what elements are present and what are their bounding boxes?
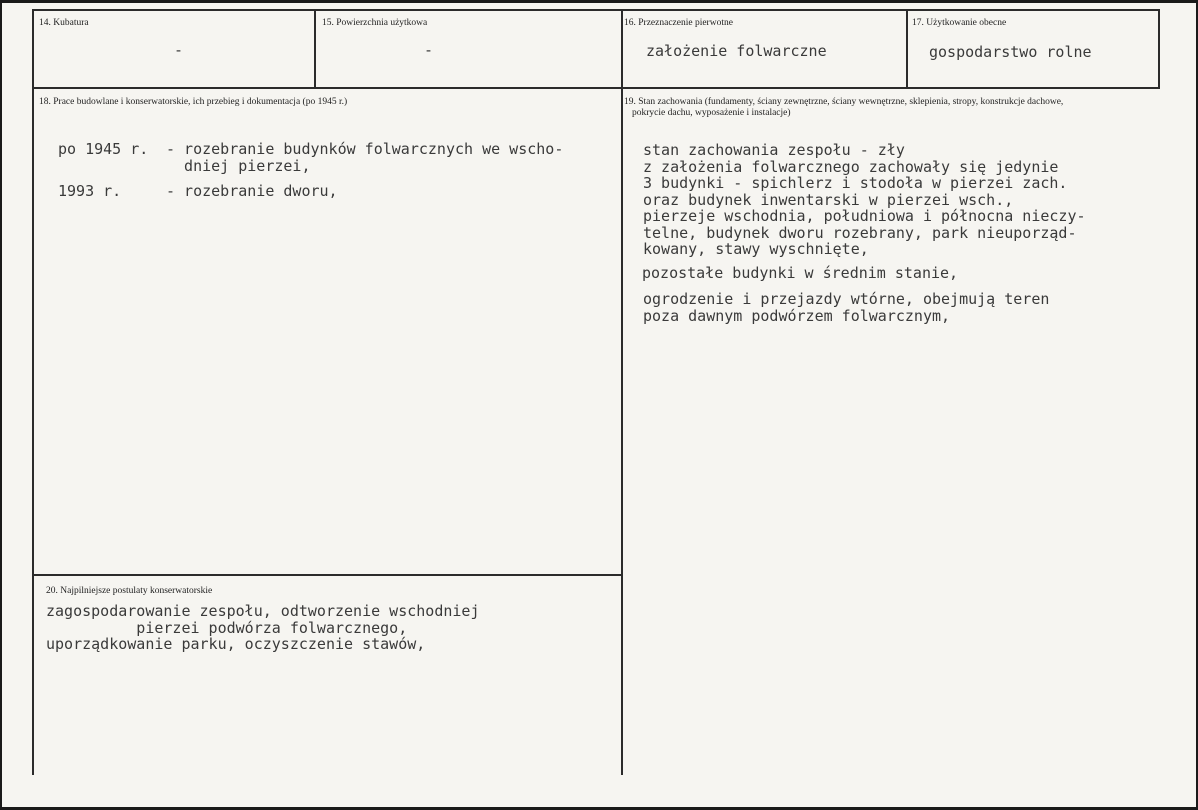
field-14-value: -	[174, 41, 184, 59]
field-16-value: założenie folwarczne	[646, 42, 827, 60]
field-17-value: gospodarstwo rolne	[929, 43, 1092, 61]
field-19-paragraph: ogrodzenie i przejazdy wtórne, obejmują teren poza dawnym podwórzem folwarcznym,	[643, 290, 1050, 325]
row2-divider-line	[32, 574, 623, 576]
center-divider	[621, 9, 623, 775]
field-19-label-cont: pokrycie dachu, wyposażenie i instalacje)	[632, 108, 791, 118]
field-18-entry-date: po 1945 r.	[58, 140, 149, 158]
field-20-label: 20. Najpilniejsze postulaty konserwatorskie	[46, 586, 213, 596]
field-18-entry-date: 1993 r.	[58, 182, 122, 200]
field-18-entry-text: - rozebranie dworu,	[166, 182, 338, 200]
top-border-line	[32, 9, 1160, 11]
field-17-label: 17. Użytkowanie obecne	[912, 18, 1007, 28]
form-sheet	[2, 3, 1196, 807]
field-19-paragraph: stan zachowania zespołu - zły z założenia folwarcznego zachowały się jedynie 3 budynki - spichlerz i stodoła w pierzei zach. oraz budynek inwentarski w pierzei wsch., pierzeje wschodnia, południowa i północna nieczy- telne, budynek dworu rozebrany, park nieuporząd- kowany, stawy wyschnięte,	[643, 141, 1086, 258]
field-19-paragraph: pozostałe budynki w średnim stanie,	[642, 264, 959, 282]
divider-14-15	[314, 9, 316, 89]
right-border-line	[1158, 9, 1160, 89]
row1-bottom-line	[32, 87, 1160, 89]
field-19-label: 19. Stan zachowania (fundamenty, ściany zewnętrzne, ściany wewnętrzne, sklepienia, stropy, konstrukcje dachowe,	[624, 97, 1064, 107]
field-14-label: 14. Kubatura	[39, 18, 89, 28]
field-15-label: 15. Powierzchnia użytkowa	[322, 18, 428, 28]
field-18-label: 18. Prace budowlane i konserwatorskie, ich przebieg i dokumentacja (po 1945 r.)	[39, 97, 348, 107]
divider-16-17	[906, 9, 908, 89]
field-20-text: zagospodarowanie zespołu, odtworzenie wschodniej pierzei podwórza folwarcznego, uporządkowanie parku, oczyszczenie stawów,	[46, 602, 480, 653]
left-border-line	[32, 9, 34, 775]
field-18-entry-text: - rozebranie budynków folwarcznych we wscho- dniej pierzei,	[166, 140, 564, 175]
field-15-value: -	[424, 41, 434, 59]
field-16-label: 16. Przeznaczenie pierwotne	[624, 18, 733, 28]
